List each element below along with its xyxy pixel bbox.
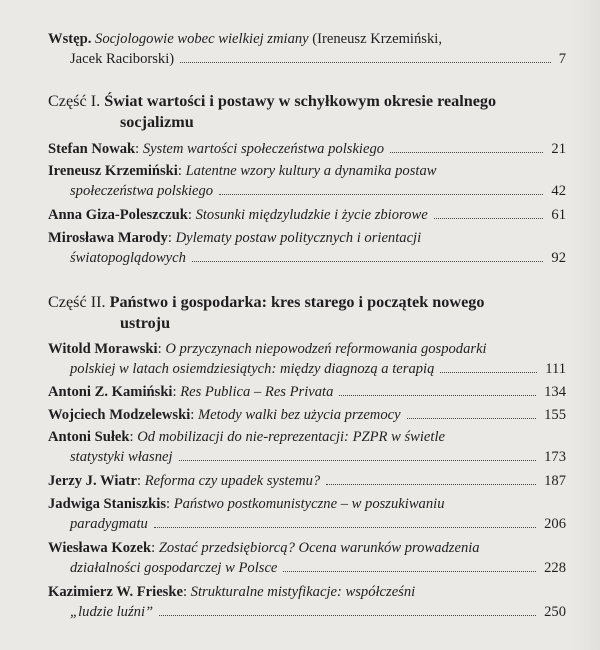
toc-entry: Mirosława Marody: Dylematy postaw politycznych i orientacji światopoglądowych 92 bbox=[48, 230, 566, 266]
page-number: 92 bbox=[551, 250, 566, 266]
toc-entry: Anna Giza-Poleszczuk: Stosunki międzyludzkie i życie zbiorowe 61 bbox=[48, 207, 566, 223]
toc-entry: Jadwiga Staniszkis: Państwo postkomunistyczne – w poszukiwaniu paradygmatu 206 bbox=[48, 496, 566, 532]
page-number: 173 bbox=[544, 449, 566, 465]
entry-title: Latentne wzory kultury a dynamika postaw bbox=[185, 163, 437, 179]
entry-title-line2: paradygmatu bbox=[70, 516, 148, 532]
entry-author: Ireneusz Krzemiński bbox=[48, 163, 178, 179]
intro-authors-line2: Jacek Raciborski) bbox=[70, 51, 175, 67]
entry-title: O przyczynach niepowodzeń reformowania gospodarki bbox=[165, 341, 487, 357]
entry-author: Stefan Nowak bbox=[48, 141, 136, 157]
page-number: 111 bbox=[545, 361, 566, 377]
page-number: 134 bbox=[544, 384, 566, 400]
entry-author: Jerzy J. Wiatr bbox=[48, 473, 138, 489]
dot-leader bbox=[390, 151, 543, 153]
entry-title: Reforma czy upadek systemu? bbox=[144, 473, 321, 489]
dot-leader bbox=[434, 217, 544, 219]
part-2-title-line2: ustroju bbox=[120, 314, 171, 332]
dot-leader bbox=[180, 61, 551, 63]
part-1-heading bbox=[48, 91, 566, 133]
part-2-title-line1: Państwo i gospodarka: kres starego i początek nowego bbox=[109, 293, 485, 311]
entry-author: Mirosława Marody bbox=[48, 230, 168, 246]
toc-entry: Antoni Sułek: Od mobilizacji do nie-reprezentacji: PZPR w świetle statystyki własnej 173 bbox=[48, 429, 566, 465]
intro-authors-line1: (Ireneusz Krzemiński, bbox=[312, 31, 442, 47]
toc-entry-intro bbox=[48, 29, 566, 69]
toc-entry: Wiesława Kozek: Zostać przedsiębiorcą? Ocena warunków prowadzenia działalności gospodarczej w Polsce 228 bbox=[48, 540, 566, 576]
entry-author: Wiesława Kozek bbox=[48, 540, 152, 556]
page-number: 61 bbox=[551, 207, 566, 223]
page-number: 228 bbox=[544, 560, 566, 576]
part-1-title-line1: Świat wartości i postawy w schyłkowym okresie realnego bbox=[104, 92, 497, 110]
entry-author: Kazimierz W. Frieske bbox=[48, 584, 183, 600]
entry-title: Res Publica – Res Privata bbox=[180, 384, 334, 400]
dot-leader bbox=[219, 193, 543, 195]
toc-entry: Antoni Z. Kamiński: Res Publica – Res Privata 134 bbox=[48, 384, 566, 400]
entry-title: Stosunki międzyludzkie i życie zbiorowe bbox=[195, 207, 428, 223]
intro-label: Wstęp. bbox=[48, 31, 92, 47]
page-number: 206 bbox=[544, 516, 566, 532]
dot-leader bbox=[339, 394, 536, 396]
part-1-label: Część I. bbox=[48, 92, 101, 110]
entry-title: Dylematy postaw politycznych i orientacji bbox=[175, 230, 422, 246]
part-1-title-line2: socjalizmu bbox=[120, 113, 194, 131]
entry-title: Metody walki bez użycia przemocy bbox=[197, 407, 401, 423]
page-number: 155 bbox=[544, 407, 566, 423]
entry-title-line2: działalności gospodarczej w Polsce bbox=[70, 560, 278, 576]
entry-title-line2: światopoglądowych bbox=[70, 250, 186, 266]
page-number: 21 bbox=[551, 141, 566, 157]
dot-leader bbox=[326, 483, 536, 485]
entry-title: Strukturalne mistyfikacje: współcześni bbox=[190, 584, 416, 600]
entry-title: Państwo postkomunistyczne – w poszukiwaniu bbox=[173, 496, 445, 512]
entry-author: Wojciech Modzelewski bbox=[48, 407, 191, 423]
entry-author: Witold Morawski bbox=[48, 341, 158, 357]
dot-leader bbox=[407, 417, 537, 419]
entry-author: Antoni Z. Kamiński bbox=[48, 384, 173, 400]
entry-title: Zostać przedsiębiorcą? Ocena warunków prowadzenia bbox=[158, 540, 480, 556]
page-number: 187 bbox=[544, 473, 566, 489]
dot-leader bbox=[179, 459, 537, 461]
toc-entry: Stefan Nowak: System wartości społeczeństwa polskiego 21 bbox=[48, 141, 566, 157]
entry-title-line2: statystyki własnej bbox=[70, 449, 173, 465]
dot-leader bbox=[154, 526, 536, 528]
entry-title: System wartości społeczeństwa polskiego bbox=[142, 141, 385, 157]
dot-leader bbox=[283, 570, 536, 572]
entry-title-line2: społeczeństwa polskiego bbox=[70, 183, 214, 199]
entry-author: Jadwiga Staniszkis bbox=[48, 496, 166, 512]
page-number: 250 bbox=[544, 604, 566, 620]
entry-title-line2: „ludzie luźni” bbox=[70, 604, 154, 620]
toc-entry: Ireneusz Krzemiński: Latentne wzory kultury a dynamika postaw społeczeństwa polskiego 42 bbox=[48, 163, 566, 199]
part-2-heading bbox=[48, 292, 566, 334]
toc-entry: Wojciech Modzelewski: Metody walki bez użycia przemocy 155 bbox=[48, 407, 566, 423]
page-number: 42 bbox=[551, 183, 566, 199]
entry-author: Anna Giza-Poleszczuk bbox=[48, 207, 188, 223]
entry-author: Antoni Sułek bbox=[48, 429, 130, 445]
intro-title: Socjologowie wobec wielkiej zmiany bbox=[95, 31, 309, 47]
dot-leader bbox=[440, 371, 537, 373]
toc-entry: Jerzy J. Wiatr: Reforma czy upadek systemu? 187 bbox=[48, 473, 566, 489]
dot-leader bbox=[159, 614, 536, 616]
part-2-label: Część II. bbox=[48, 293, 106, 311]
entry-title: Od mobilizacji do nie-reprezentacji: PZPR w świetle bbox=[137, 429, 445, 445]
page-edge-shadow bbox=[570, 0, 600, 650]
toc-entry: Kazimierz W. Frieske: Strukturalne mistyfikacje: współcześni „ludzie luźni” 250 bbox=[48, 584, 566, 620]
dot-leader bbox=[192, 260, 543, 262]
entry-title-line2: polskiej w latach osiemdziesiątych: między diagnozą a terapią bbox=[70, 361, 435, 377]
page-number: 7 bbox=[558, 51, 566, 67]
toc-entry: Witold Morawski: O przyczynach niepowodzeń reformowania gospodarki polskiej w latach osiemdziesiątych: między diagnozą a terapią 111 bbox=[48, 341, 566, 377]
